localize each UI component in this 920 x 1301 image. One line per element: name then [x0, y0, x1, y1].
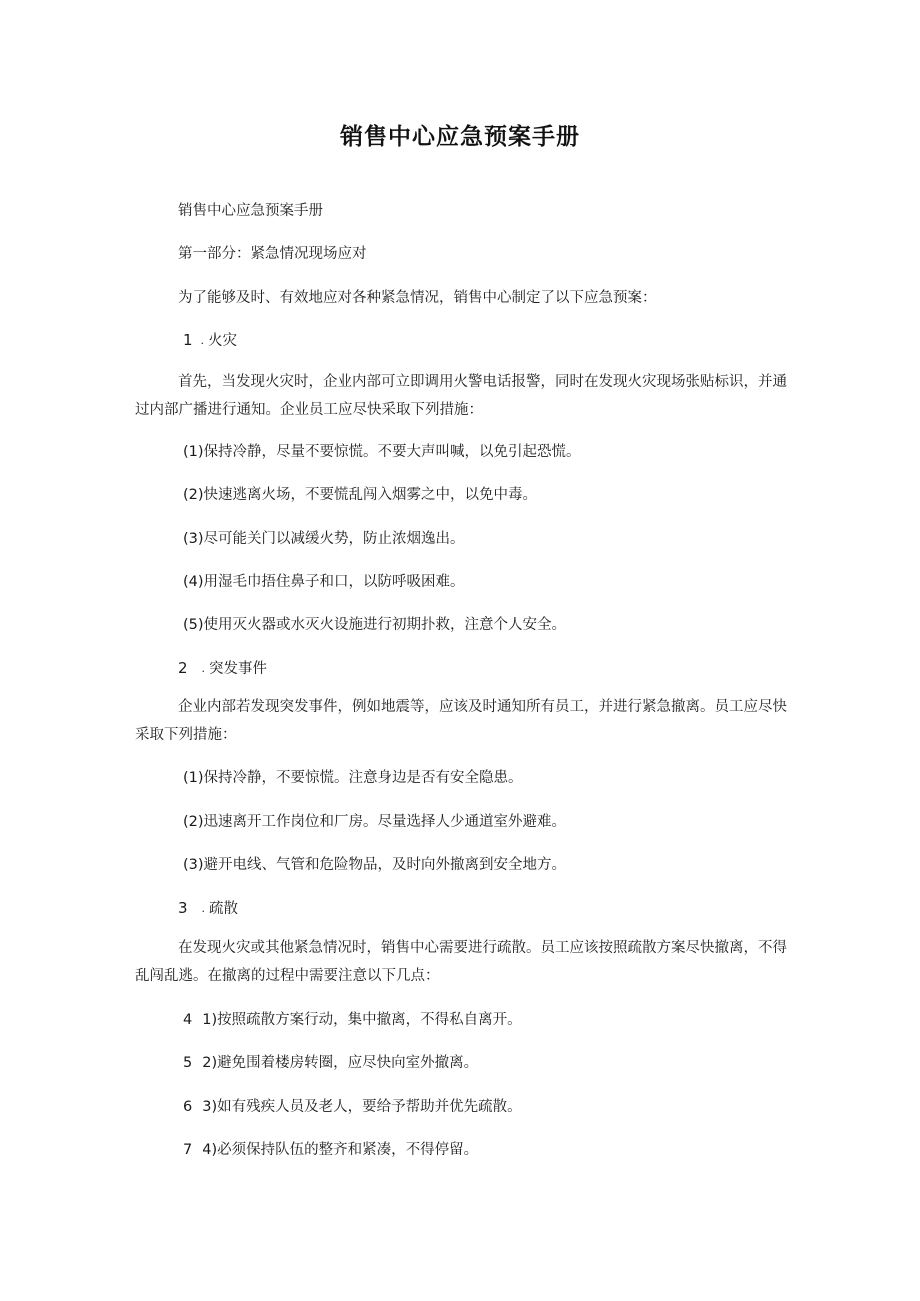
section-title: 火灾 [208, 333, 238, 349]
list-item: (5)使用灭火器或水灭火设施进行初期扑救，注意个人安全。 [183, 617, 567, 633]
section-number: 3 [178, 899, 188, 917]
intro-text: 为了能够及时、有效地应对各种紧急情况，销售中心制定了以下应急预案： [178, 290, 657, 306]
list-text: 4)必须保持队伍的整齐和紧凑，不得停留。 [202, 1142, 479, 1158]
list-text: 1)按照疏散方案行动，集中撤离，不得私自离开。 [202, 1012, 522, 1028]
subtitle: 销售中心应急预案手册 [178, 203, 323, 219]
list-item [183, 1006, 522, 1034]
list-item: (4)用湿毛巾捂住鼻子和口，以防呼吸困难。 [183, 574, 465, 590]
list-item [183, 1136, 478, 1164]
list-number: 7 [183, 1142, 193, 1158]
section-heading-emergency: 2 . 突发事件 [178, 654, 267, 683]
section-number: 1 [183, 331, 193, 349]
list-number: 6 [183, 1099, 193, 1115]
list-item: (1)保持冷静，不要惊慌。注意身边是否有安全隐患。 [183, 770, 523, 786]
section-title: 突发事件 [209, 661, 268, 677]
section-number: 2 [178, 659, 188, 677]
list-item: (1)保持冷静，尽量不要惊慌。不要大声叫喊，以免引起恐慌。 [183, 444, 581, 460]
section-paragraph-emergency: 企业内部若发现突发事件，例如地震等，应该及时通知所有员工，并进行紧急撤离。员工应尽快采取下列措施： [135, 699, 787, 743]
list-item [183, 1049, 478, 1077]
list-item: (2)快速逃离火场，不要慌乱闯入烟雾之中，以免中毒。 [183, 487, 538, 503]
list-item [183, 1093, 522, 1121]
section-heading-fire: 1 . 火灾 [183, 326, 237, 355]
list-item: (2)迅速离开工作岗位和厂房。尽量选择人少通道室外避难。 [183, 814, 567, 830]
list-item: (3)尽可能关门以减缓火势，防止浓烟逸出。 [183, 531, 465, 547]
section-heading-evacuation: 3 . 疏散 [178, 894, 238, 923]
part-heading: 第一部分：紧急情况现场应对 [178, 246, 367, 262]
list-text: 3)如有残疾人员及老人，要给予帮助并优先疏散。 [202, 1099, 522, 1115]
section-paragraph-fire: 首先，当发现火灾时，企业内部可立即调用火警电话报警，同时在发现火灾现场张贴标识，并通过内部广播进行通知。企业员工应尽快采取下列措施： [135, 374, 787, 418]
list-text: 2)避免围着楼房转圈，应尽快向室外撤离。 [202, 1055, 479, 1071]
section-title: 疏散 [209, 901, 239, 917]
list-item: (3)避开电线、气管和危险物品，及时向外撤离到安全地方。 [183, 857, 567, 873]
list-number: 5 [183, 1055, 193, 1071]
document-title: 销售中心应急预案手册 [340, 124, 580, 150]
section-paragraph-evacuation: 在发现火灾或其他紧急情况时，销售中心需要进行疏散。员工应该按照疏散方案尽快撤离，不得乱闯乱逃。在撤离的过程中需要注意以下几点： [135, 940, 787, 984]
list-number: 4 [183, 1012, 193, 1028]
